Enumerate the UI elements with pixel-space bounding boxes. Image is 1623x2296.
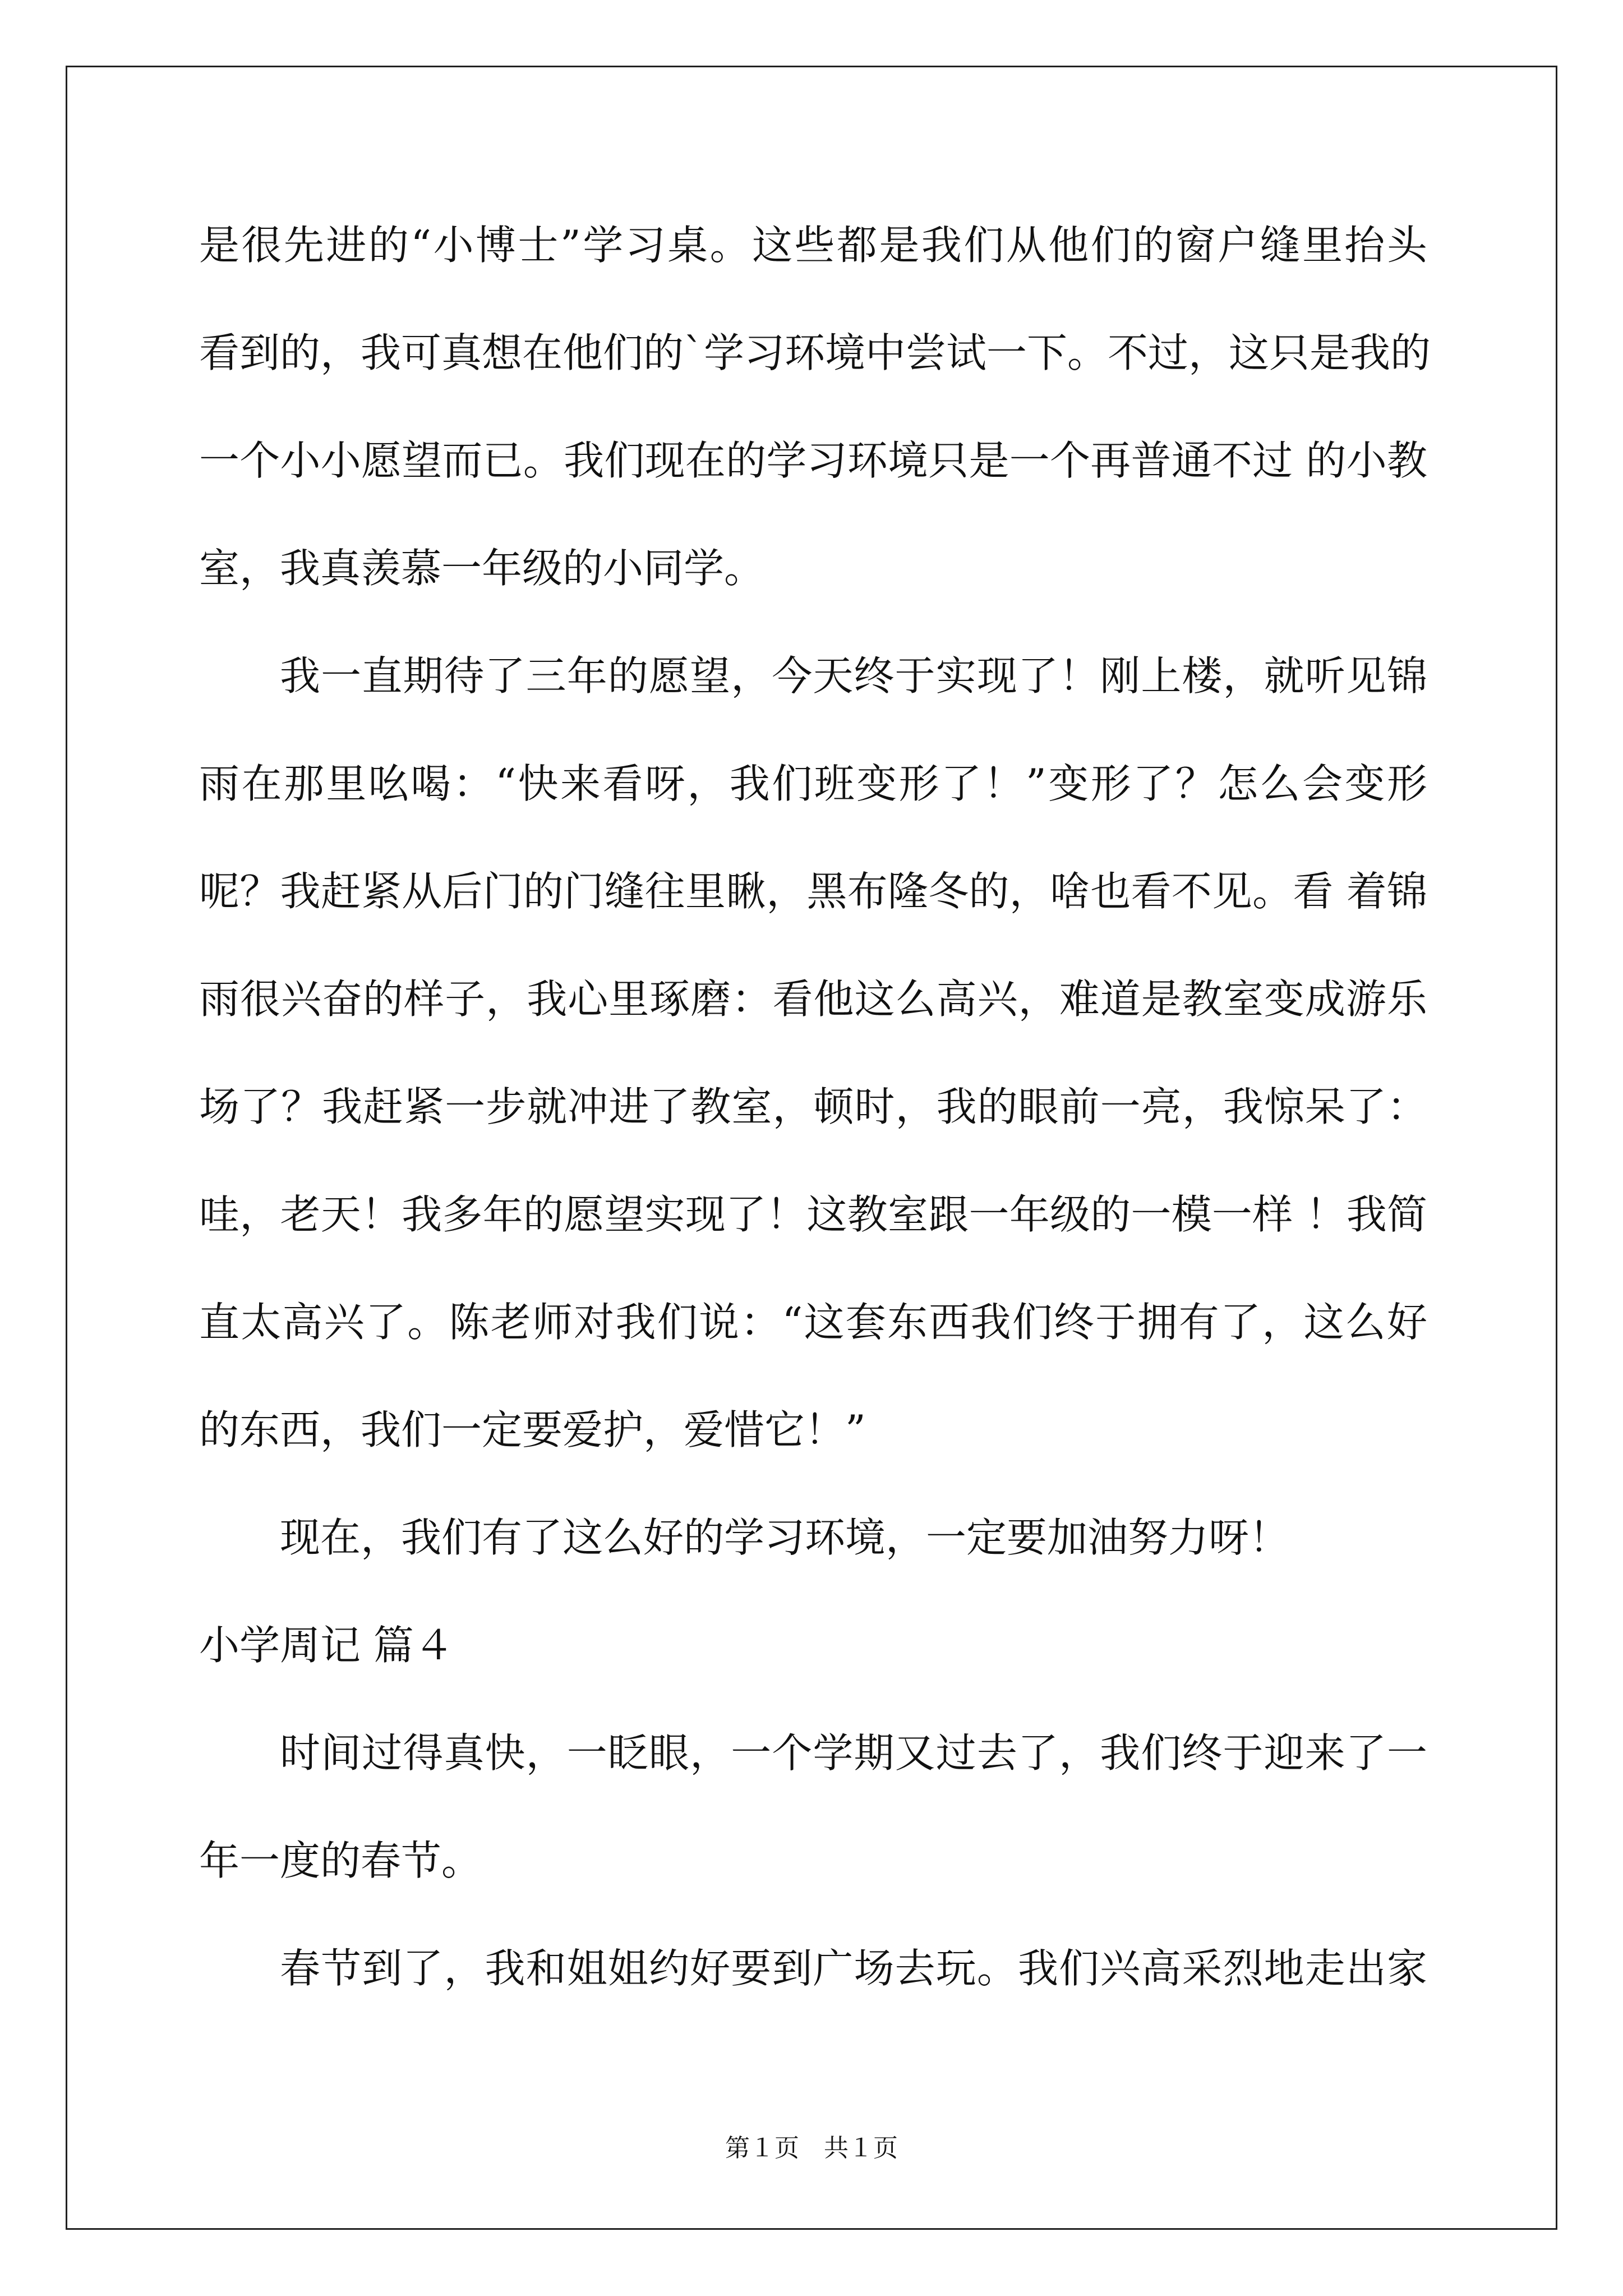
document-body xyxy=(199,220,1431,2051)
text-line: 雨很兴奋的样子，我心里琢磨：看他这么高兴，难道是教室变成游乐 xyxy=(199,976,1427,1023)
text-line: 一个小小愿望而已。我们现在的学习环境只是一个再普通不过 的小教 xyxy=(199,437,1427,484)
text-line: 哇，老天！我多年的愿望实现了！这教室跟一年级的一模一样 ！我简 xyxy=(199,1191,1427,1238)
page-footer: 第１页 共１页 xyxy=(725,2134,898,2162)
text-line: 看到的，我可真想在他们的`学习环境中尝试一下。不过，这只是我的 xyxy=(199,329,1431,376)
text-line: 室，我真羡慕一年级的小同学。 xyxy=(199,545,765,592)
text-line: 我一直期待了三年的愿望，今天终于实现了！刚上楼，就听见锦 xyxy=(280,652,1427,700)
text-line: 是很先进的“小博士”学习桌。这些都是我们从他们的窗户缝里抬头 xyxy=(199,222,1427,269)
text-line: 呢？我赶紧从后门的门缝往里瞅，黑布隆冬的，啥也看不见。看 着锦 xyxy=(199,868,1427,915)
text-line: 年一度的春节。 xyxy=(199,1837,482,1884)
text-line: 雨在那里吆喝：“快来看呀，我们班变形了！”变形了？怎么会变形 xyxy=(199,760,1427,807)
text-line: 现在，我们有了这么好的学习环境，一定要加油努力呀！ xyxy=(280,1514,1290,1561)
text-line: 时间过得真快，一眨眼，一个学期又过去了，我们终于迎来了一 xyxy=(280,1729,1427,1777)
text-line: 春节到了，我和姐姐约好要到广场去玩。我们兴高采烈地走出家 xyxy=(280,1945,1427,1992)
text-line: 直太高兴了。陈老师对我们说：“这套东西我们终于拥有了，这么好 xyxy=(199,1299,1427,1346)
text-line: 场了？我赶紧一步就冲进了教室，顿时，我的眼前一亮，我惊呆了： xyxy=(199,1083,1427,1130)
text-line: 的东西，我们一定要爱护，爱惜它！” xyxy=(199,1406,866,1453)
text-line: 小学周记 篇４ xyxy=(199,1622,454,1669)
